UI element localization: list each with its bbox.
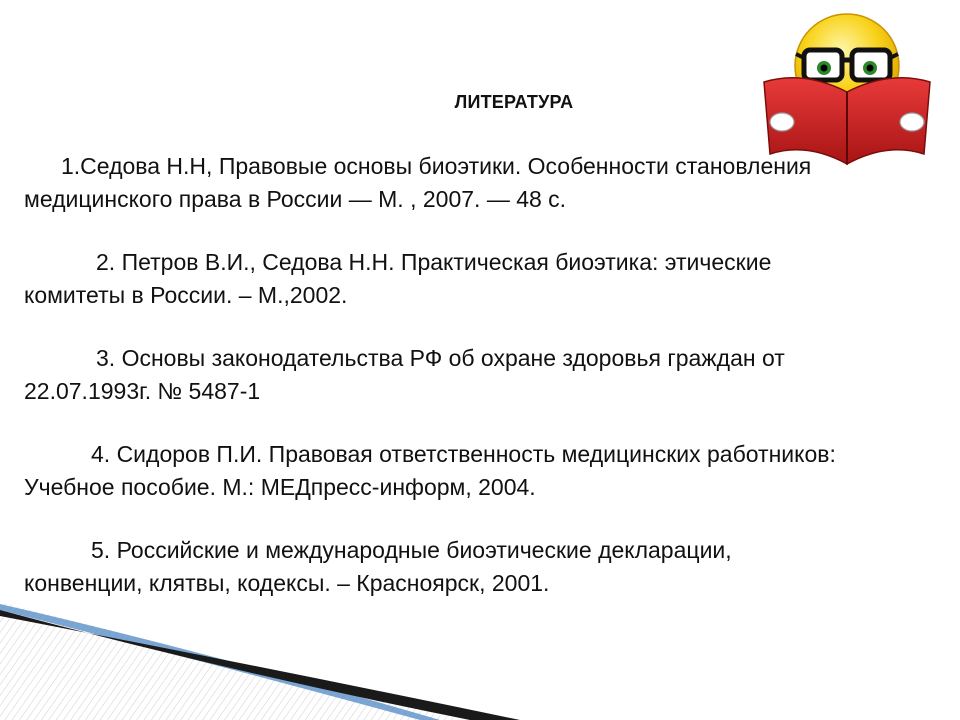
reference-line: 3. Основы законодательства РФ об охране здоровья граждан от [96, 345, 785, 371]
reference-item [24, 342, 960, 408]
reference-line: Учебное пособие. М.: МЕДпресс-информ, 2004. [24, 474, 536, 500]
reference-item [24, 438, 960, 504]
reference-line: 1.Седова Н.Н, Правовые основы биоэтики. Особенности становления [61, 153, 812, 179]
page-title: ЛИТЕРАТУРА [454, 92, 574, 112]
reading-smiley-icon [752, 8, 942, 168]
decorative-swoosh [0, 580, 960, 720]
reference-line: 2. Петров В.И., Седова Н.Н. Практическая биоэтика: этические [96, 249, 772, 275]
reference-line: 22.07.1993г. № 5487-1 [24, 378, 261, 404]
reference-item [24, 246, 960, 312]
reference-list [24, 150, 960, 630]
reference-line: медицинского права в России — М. , 2007. — 48 с. [24, 186, 567, 212]
reference-line: комитеты в России. – М.,2002. [24, 282, 348, 308]
reference-line: 5. Российские и международные биоэтические декларации, [91, 537, 732, 563]
reference-line: 4. Сидоров П.И. Правовая ответственность медицинских работников: [91, 441, 836, 467]
reference-line: конвенции, клятвы, кодексы. – Красноярск, 2001. [24, 570, 550, 596]
